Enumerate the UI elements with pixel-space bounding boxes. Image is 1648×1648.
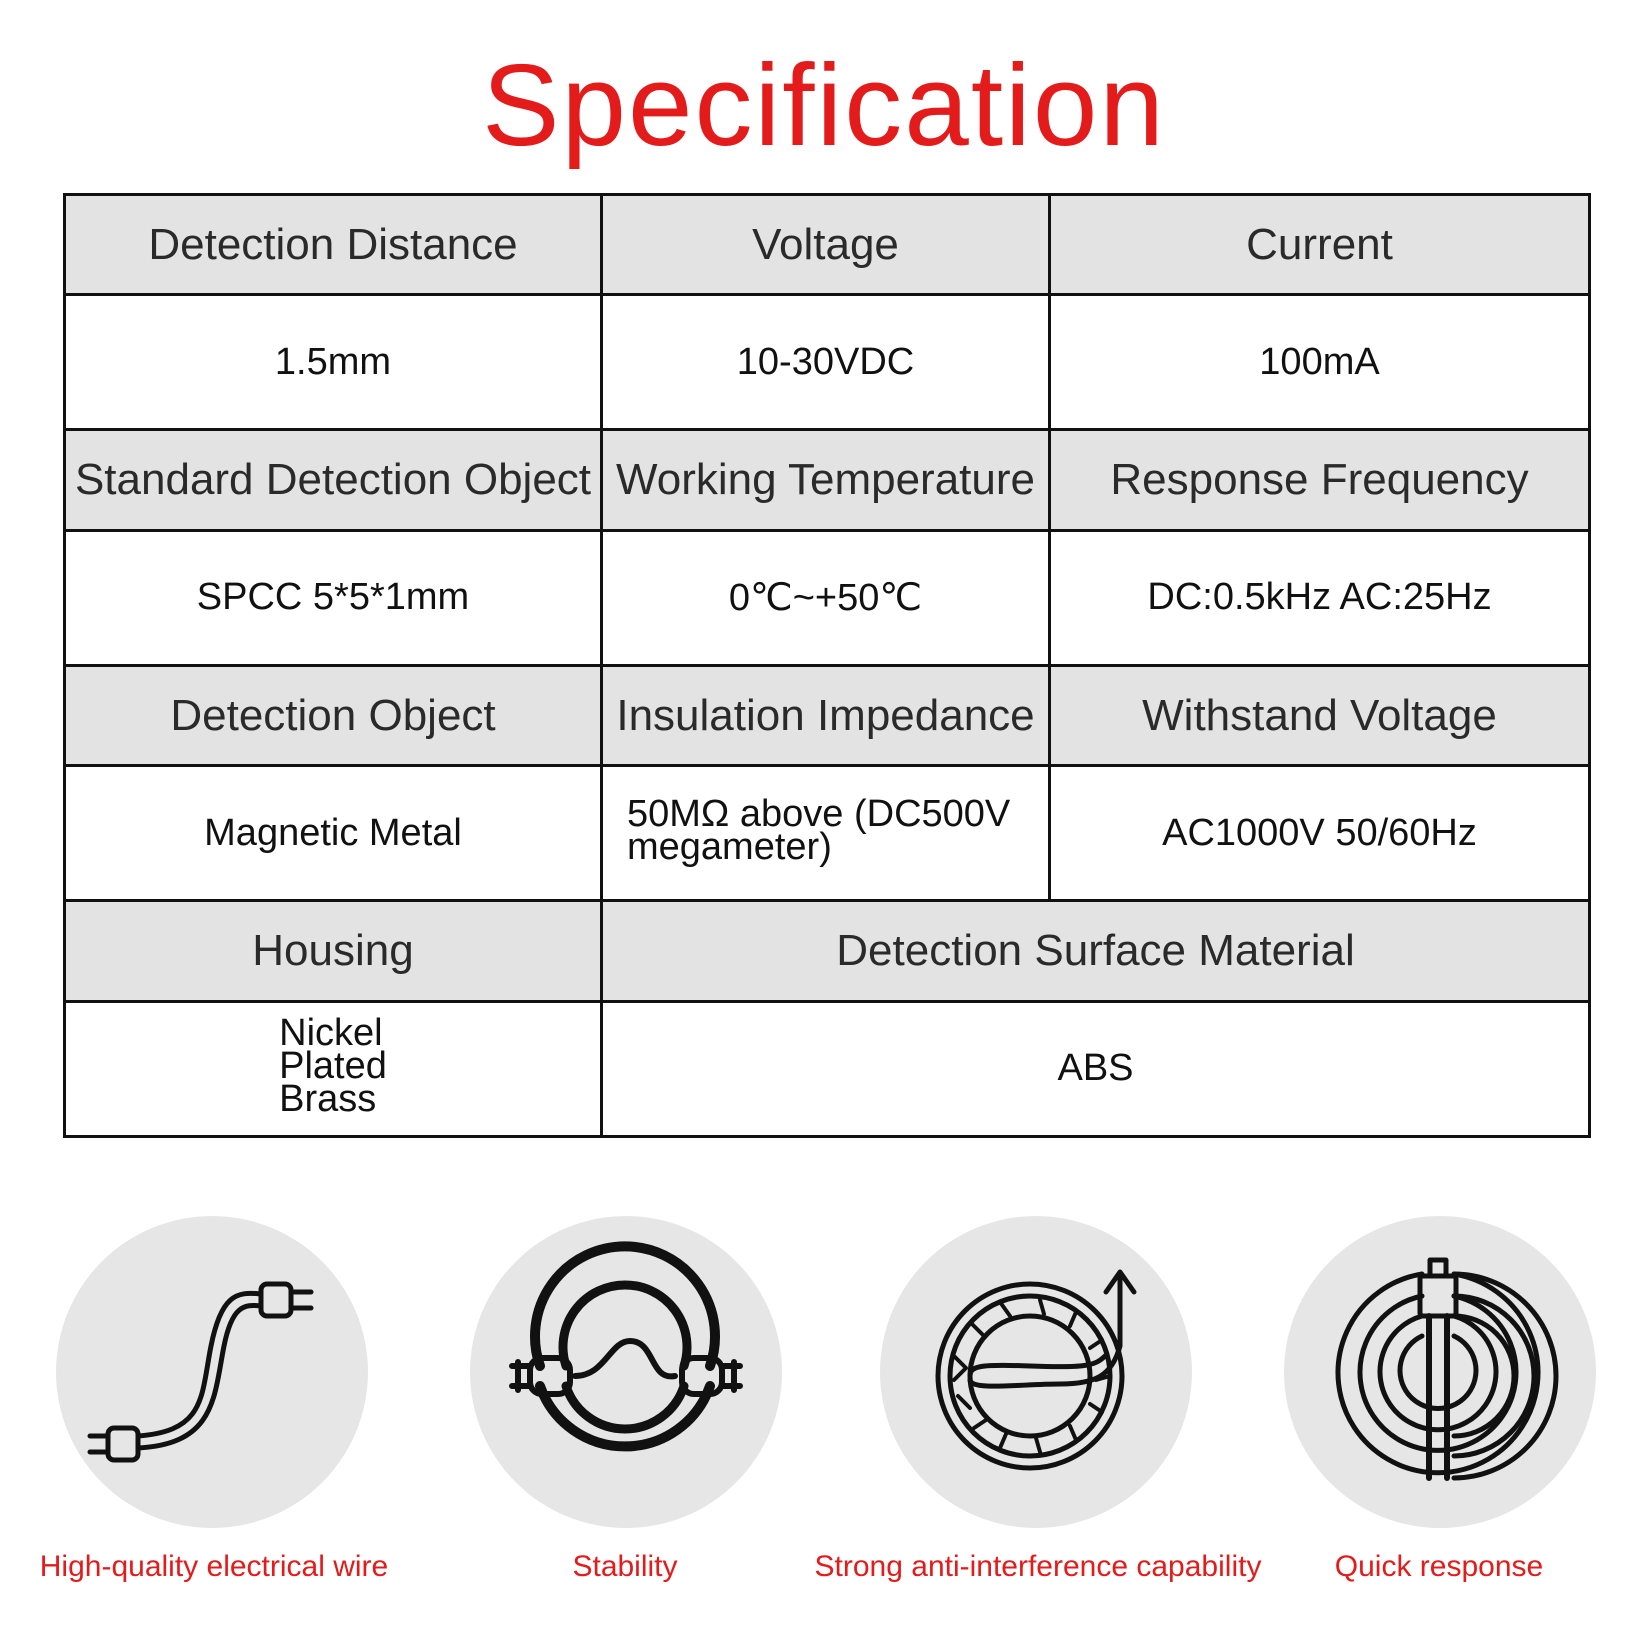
value-standard-detection-object: SPCC 5*5*1mm — [65, 530, 602, 665]
header-withstand-voltage: Withstand Voltage — [1050, 665, 1590, 765]
header-detection-object: Detection Object — [65, 665, 602, 765]
value-detection-surface-material: ABS — [602, 1001, 1590, 1136]
table-value-row — [65, 766, 1590, 901]
header-current: Current — [1050, 195, 1590, 295]
table-header-row — [65, 665, 1590, 765]
housing-line-3: Brass — [279, 1077, 377, 1120]
feature-icon-circle — [470, 1216, 782, 1528]
table-header-row — [65, 430, 1590, 530]
signal-waves-icon — [1284, 1216, 1596, 1528]
header-standard-detection-object: Standard Detection Object — [65, 430, 602, 530]
page-title: Specification — [482, 40, 1166, 170]
feature-icons-row — [0, 1210, 1648, 1630]
connector-ring-icon — [470, 1216, 782, 1528]
table-value-row — [65, 530, 1590, 665]
feature-label: Quick response — [1334, 1550, 1544, 1583]
feature-item — [0, 1210, 420, 1630]
housing-line-1: Nickel — [279, 1011, 383, 1054]
header-detection-surface-material: Detection Surface Material — [602, 901, 1590, 1001]
housing-text — [279, 1011, 387, 1120]
feature-label: Strong anti-interference capability — [814, 1550, 1262, 1583]
header-housing: Housing — [65, 901, 602, 1001]
insulation-line-2: megameter) — [627, 825, 832, 868]
header-working-temperature: Working Temperature — [602, 430, 1050, 530]
housing-line-2: Plated — [279, 1044, 387, 1087]
table-value-row — [65, 295, 1590, 430]
value-withstand-voltage: AC1000V 50/60Hz — [1050, 766, 1590, 901]
table-header-row — [65, 195, 1590, 295]
insulation-line-1: 50MΩ above (DC500V — [627, 792, 1011, 835]
specification-table — [63, 193, 1591, 1138]
power-plug-cable-icon — [56, 1216, 368, 1528]
value-working-temperature: 0℃~+50℃ — [602, 530, 1050, 665]
feature-icon-circle — [56, 1216, 368, 1528]
feature-label: High-quality electrical wire — [39, 1550, 389, 1583]
table-header-row — [65, 901, 1590, 1001]
value-insulation-impedance — [602, 766, 1050, 901]
feature-item — [1228, 1210, 1648, 1630]
feature-icon-circle — [1284, 1216, 1596, 1528]
header-response-frequency: Response Frequency — [1050, 430, 1590, 530]
feature-item — [414, 1210, 834, 1630]
value-housing — [65, 1001, 602, 1136]
value-detection-object: Magnetic Metal — [65, 766, 602, 901]
value-detection-distance: 1.5mm — [65, 295, 602, 430]
value-current: 100mA — [1050, 295, 1590, 430]
header-detection-distance: Detection Distance — [65, 195, 602, 295]
header-voltage: Voltage — [602, 195, 1050, 295]
table-value-row — [65, 1001, 1590, 1136]
value-voltage: 10-30VDC — [602, 295, 1050, 430]
insulation-impedance-text — [603, 792, 1048, 868]
shielded-coil-icon — [880, 1216, 1192, 1528]
header-insulation-impedance: Insulation Impedance — [602, 665, 1050, 765]
feature-icon-circle — [880, 1216, 1192, 1528]
value-response-frequency: DC:0.5kHz AC:25Hz — [1050, 530, 1590, 665]
feature-label: Stability — [572, 1550, 678, 1583]
